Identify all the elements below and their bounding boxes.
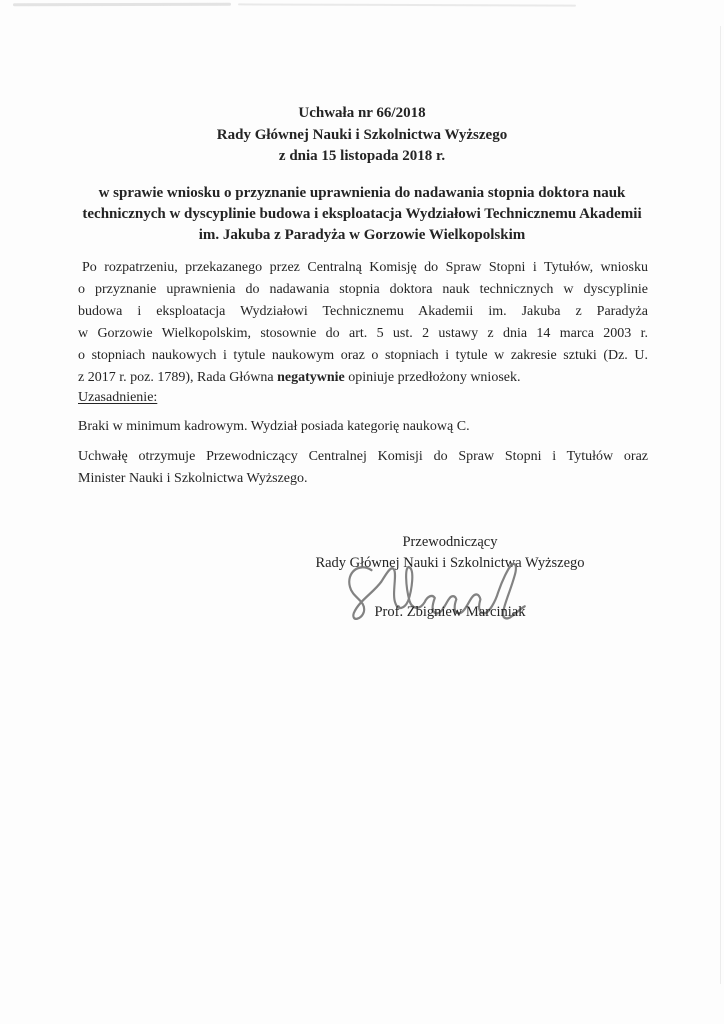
justification-heading: Uzasadnienie:: [78, 390, 158, 405]
body-paragraph-main: [78, 257, 648, 389]
subject-line-3: im. Jakuba z Paradyża w Gorzowie Wielkopolskim: [198, 227, 526, 243]
paragraph-line: Po rozpatrzeniu, przekazanego przez Centralną Komisję do Spraw Stopni i Tytułów, wniosku: [82, 260, 648, 275]
subject-line-2: technicznych w dyscyplinie budowa i eksploatacja Wydziałowi Technicznemu Akademii: [82, 206, 642, 222]
scan-artifact-top-left: [13, 3, 231, 7]
document-title: [0, 103, 724, 168]
document-subject: [70, 183, 654, 246]
subject-line-1: w sprawie wniosku o przyznanie uprawnienia do nadawania stopnia doktora nauk: [98, 185, 626, 201]
paragraph-line: o stopniach naukowych i tytule naukowym oraz o stopniach i tytule w zakresie sztuki (Dz. U.: [78, 348, 648, 363]
title-line-number: Uchwała nr 66/2018: [298, 105, 426, 121]
scan-artifact-right-edge: [720, 26, 721, 984]
title-line-council: Rady Głównej Nauki i Szkolnictwa Wyższego: [216, 126, 508, 143]
negative-opinion-emphasis: negatywnie: [277, 370, 345, 385]
title-line-date: z dnia 15 listopada 2018 r.: [278, 148, 446, 164]
paragraph-line: w Gorzowie Wielkopolskim, stosownie do art. 5 ust. 2 ustawy z dnia 14 marca 2003 r.: [78, 326, 648, 341]
final-line-pre: z 2017 r. poz. 1789), Rada Główna: [78, 370, 278, 385]
paragraph-line-final: [78, 367, 648, 389]
distribution-line-1: Uchwałę otrzymuje Przewodniczący Centralnej Komisji do Spraw Stopni i Tytułów oraz: [78, 449, 648, 464]
final-line-post: opiniuje przedłożony wniosek.: [344, 370, 521, 385]
paragraph-line: o przyznanie uprawnienia do nadawania stopnia doktora nauk technicznych w dyscyplinie: [78, 282, 648, 297]
distribution-line-2: Minister Nauki i Szkolnictwa Wyższego.: [78, 471, 308, 486]
signatory-name: Prof. Zbigniew Marciniak: [374, 604, 526, 620]
signature-role: Przewodniczący: [402, 534, 498, 550]
paragraph-line: budowa i eksploatacja Wydziałowi Technicznemu Akademii im. Jakuba z Paradyża: [78, 304, 648, 319]
justification-text: Braki w minimum kadrowym. Wydział posiada kategorię naukową C.: [78, 419, 470, 434]
signature-block: [250, 532, 650, 644]
signature-organization: Rady Głównej Nauki i Szkolnictwa Wyższego: [315, 555, 585, 571]
distribution-paragraph: [78, 446, 648, 490]
scan-artifact-top-right: [238, 3, 576, 6]
